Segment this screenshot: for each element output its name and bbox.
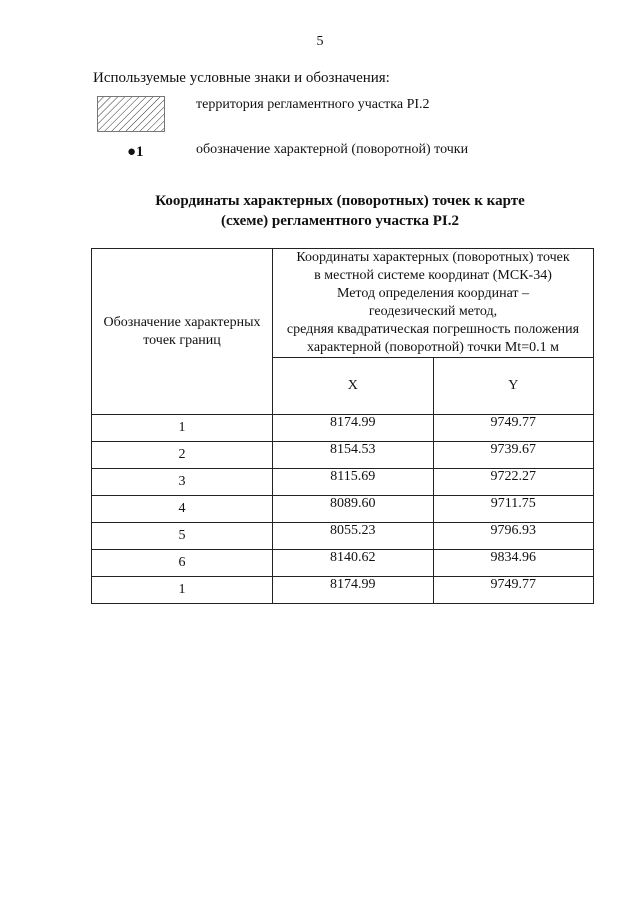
header-point-designation: Обозначение характерных точек границ <box>92 249 273 415</box>
header-y: Y <box>433 358 594 415</box>
header-x: X <box>273 358 434 415</box>
page-number: 5 <box>316 34 324 49</box>
cell-point: 2 <box>92 442 273 469</box>
heading-line-1: Координаты характерных (поворотных) точек к карте <box>155 193 525 209</box>
legend-item-territory: территория регламентного участка PI.2 <box>196 97 430 112</box>
cell-point: 3 <box>92 469 273 496</box>
cell-x: 8154.53 <box>273 442 434 469</box>
legend-item-point: обозначение характерной (поворотной) точки <box>196 142 469 157</box>
cell-y: 9711.75 <box>433 496 594 523</box>
table-row <box>92 469 594 496</box>
coordinates-table <box>91 248 594 604</box>
cell-x: 8089.60 <box>273 496 434 523</box>
hatch-icon <box>97 96 165 132</box>
cell-y: 9722.27 <box>433 469 594 496</box>
cell-point: 6 <box>92 550 273 577</box>
header-coordinate-system: Координаты характерных (поворотных) точек в местной системе координат (МСК-34) Метод определения координат – геодезический метод, средняя квадратическая погрешность положения характерной (поворотной) точки Mt=0.1 м <box>273 249 594 358</box>
table-row <box>92 415 594 442</box>
cell-y: 9749.77 <box>433 577 594 604</box>
cell-point: 1 <box>92 415 273 442</box>
cell-y: 9796.93 <box>433 523 594 550</box>
table-row <box>92 577 594 604</box>
cell-point: 4 <box>92 496 273 523</box>
table-row <box>92 550 594 577</box>
legend-title: Используемые условные знаки и обозначения: <box>93 70 390 86</box>
cell-y: 9739.67 <box>433 442 594 469</box>
table-row <box>92 523 594 550</box>
cell-x: 8055.23 <box>273 523 434 550</box>
cell-x: 8115.69 <box>273 469 434 496</box>
point-marker-icon: ●1 <box>127 144 144 160</box>
table-row <box>92 442 594 469</box>
cell-x: 8140.62 <box>273 550 434 577</box>
cell-x: 8174.99 <box>273 415 434 442</box>
table-heading <box>150 191 530 231</box>
cell-y: 9749.77 <box>433 415 594 442</box>
table-row <box>92 496 594 523</box>
cell-x: 8174.99 <box>273 577 434 604</box>
cell-point: 5 <box>92 523 273 550</box>
cell-point: 1 <box>92 577 273 604</box>
heading-line-2: (схеме) регламентного участка PI.2 <box>221 213 459 229</box>
cell-y: 9834.96 <box>433 550 594 577</box>
